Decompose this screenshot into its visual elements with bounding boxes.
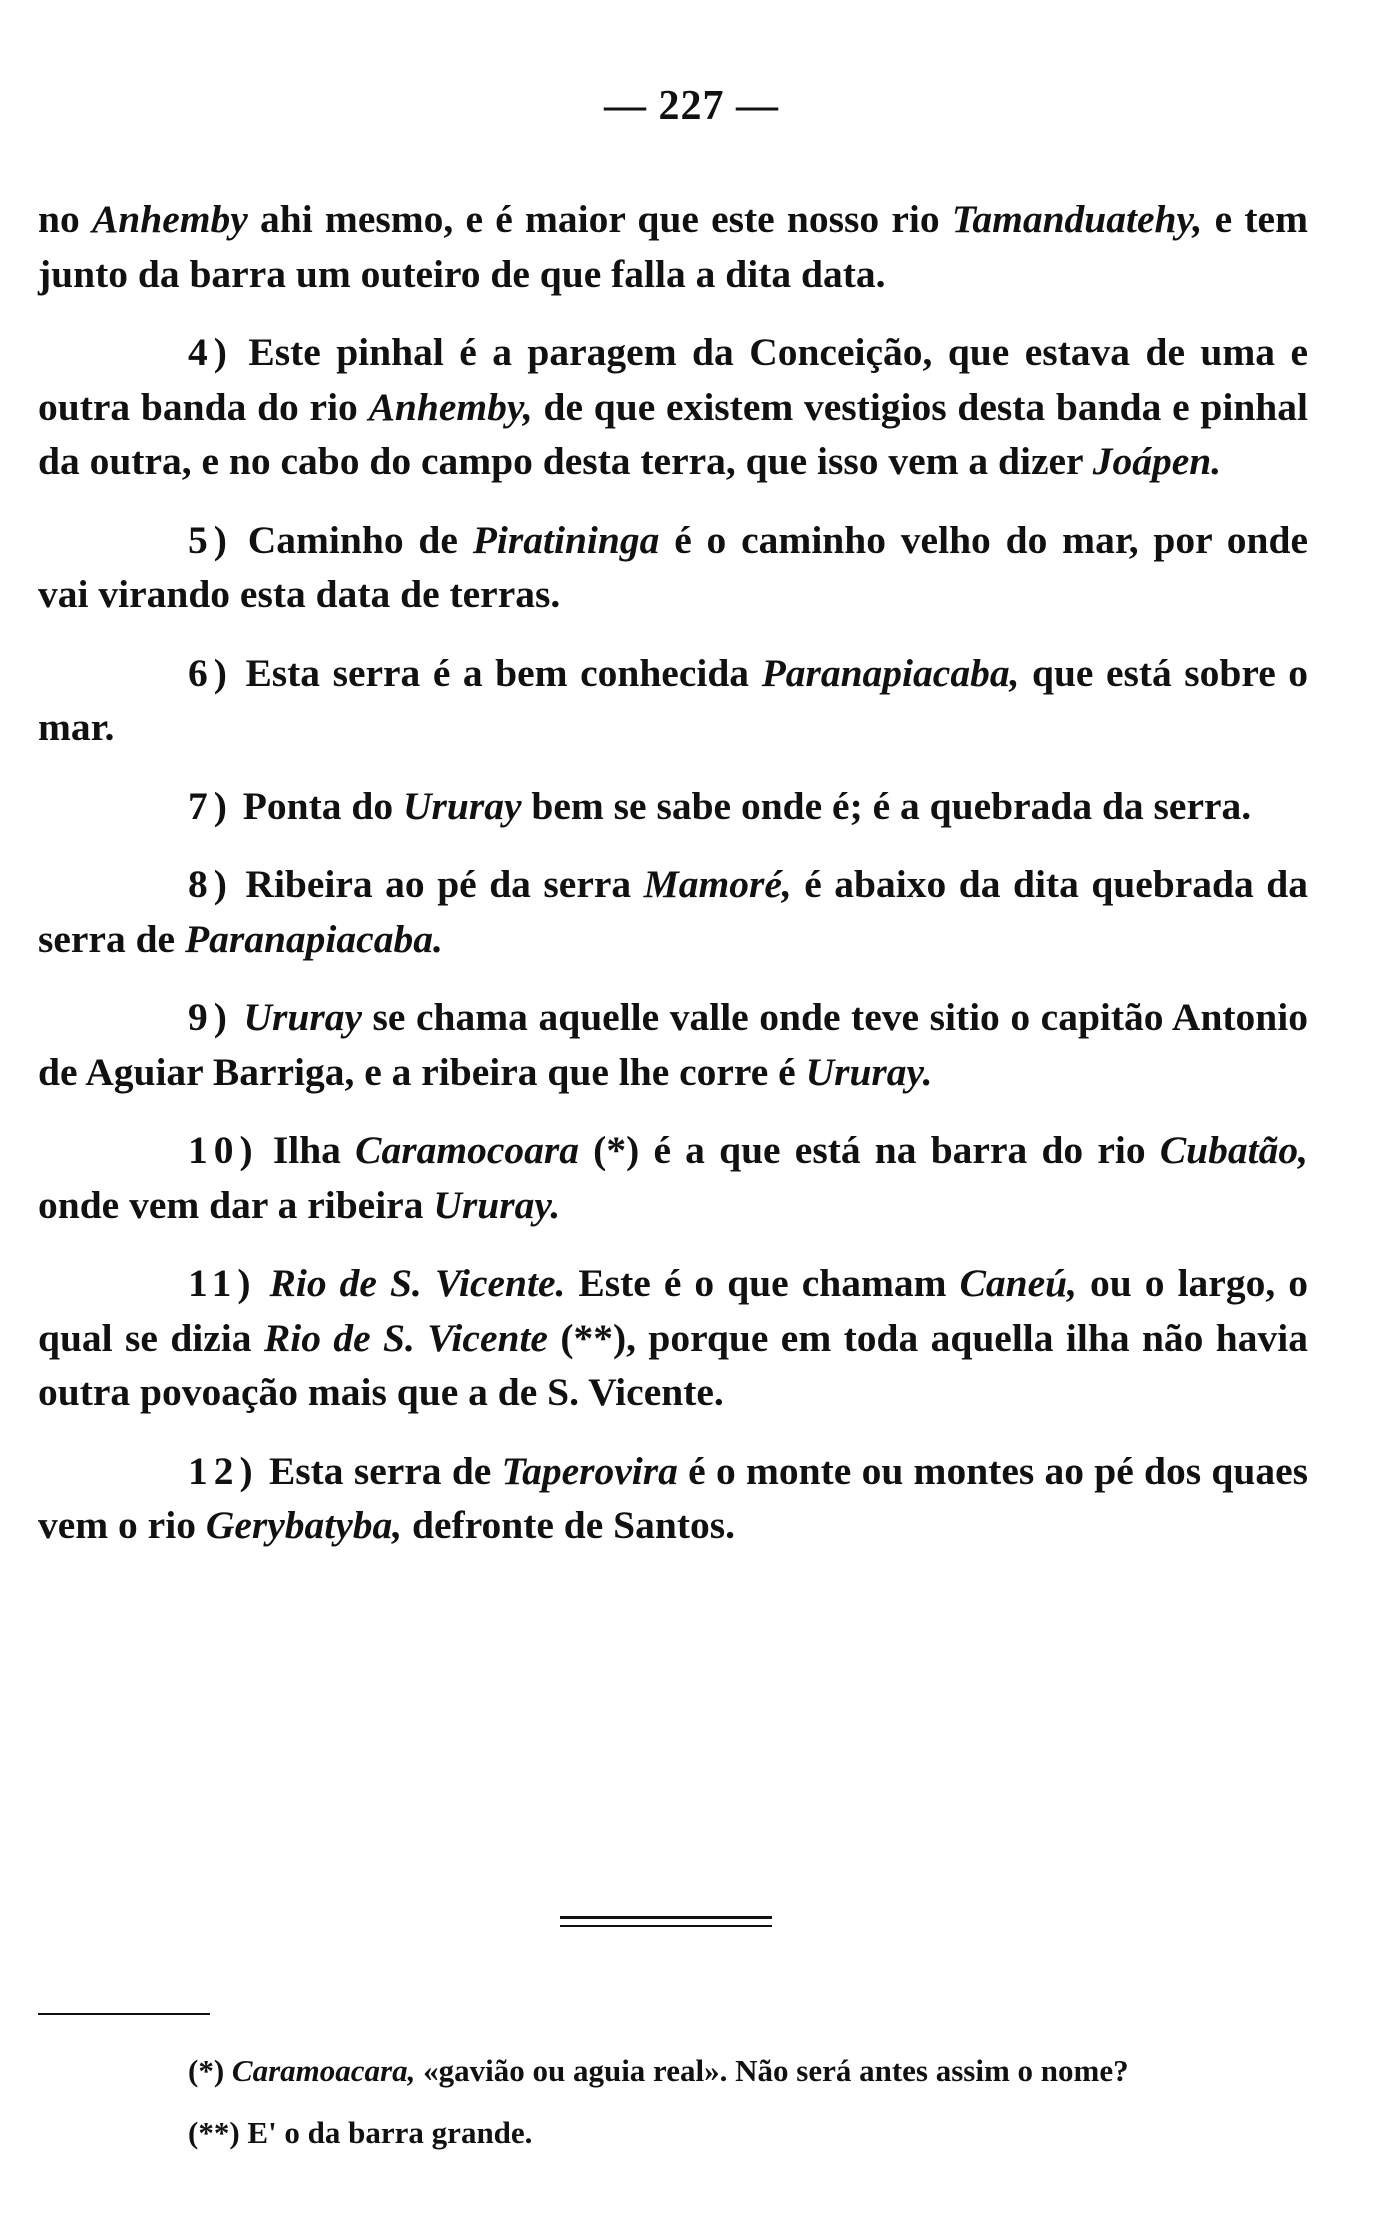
text-run: «gavião ou aguia real». Não será antes assim o nome? [415, 2053, 1129, 2088]
paragraph [38, 779, 1308, 834]
italic-text: Caramoacara, [231, 2053, 416, 2088]
text-run: Este é o que chamam [565, 1261, 960, 1305]
text-run: é o monte ou montes ao pé dos quaes vem o rio [38, 1448, 1309, 1547]
italic-text: Rio de S. Vicente [263, 1315, 548, 1360]
text-run: Este pinhal é a paragem da Conceição, que estava de uma e outra banda do rio [38, 330, 1309, 429]
text-run: no [38, 197, 92, 241]
text-run: Ribeira ao pé da serra [245, 862, 644, 906]
note-number: 12) [188, 1448, 259, 1493]
note-number: 7) [188, 783, 233, 828]
paragraph [38, 513, 1308, 622]
italic-text: Caneú, [959, 1261, 1078, 1305]
italic-text: Gerybatyba, [205, 1503, 403, 1547]
note-number: 8) [188, 862, 233, 906]
text-run: Ponta do [242, 783, 403, 828]
text-run: de que existem vestigios desta banda e pinhal da outra, e no cabo do campo desta terra, que isso vem a dizer [38, 384, 1308, 483]
text-run: é abaixo da dita quebrada da serra de [38, 862, 1308, 961]
note-number: 11) [188, 1261, 257, 1305]
text-run: bem se sabe onde é; é a quebrada da serra. [521, 783, 1252, 828]
section-separator-top [560, 1916, 772, 1919]
italic-text: Paranapiacaba. [184, 916, 443, 961]
text-run: ahi mesmo, e é maior que este nosso rio [247, 197, 952, 241]
text-run: onde vem dar a ribeira [38, 1182, 434, 1227]
italic-text: Tamanduatehy, [951, 197, 1203, 241]
italic-text: Ururay. [433, 1182, 561, 1227]
note-number: 9) [188, 995, 233, 1039]
paragraph [38, 192, 1308, 301]
italic-text: Cubatão, [1159, 1128, 1308, 1172]
footnote [38, 2048, 1308, 2094]
text-run: (*) [188, 2053, 232, 2088]
text-run: e tem junto da barra um outeiro de que falla a dita data. [38, 197, 1308, 296]
note-number: 5) [188, 517, 233, 562]
italic-text: Anhemby, [368, 384, 533, 429]
main-text [38, 192, 1308, 1577]
italic-text: Caramocoara [355, 1128, 579, 1172]
italic-text: Ururay [403, 783, 522, 828]
note-number: 4) [188, 330, 233, 374]
footnotes [38, 2048, 1308, 2172]
text-run: defronte de Santos. [402, 1503, 736, 1547]
italic-text: Anhemby [91, 197, 248, 241]
paragraph [38, 1256, 1308, 1420]
italic-text: Ururay [243, 995, 362, 1039]
text-run: (**) E' o da barra grande. [188, 2115, 533, 2150]
text-run: que está sobre o mar. [38, 650, 1309, 749]
text-run: se chama aquelle valle onde teve sitio o capitão Antonio de Aguiar Barriga, e a ribeira que lhe corre é [38, 995, 1309, 1094]
note-number: 10) [188, 1128, 259, 1172]
text-run: (*) é a que está na barra do rio [578, 1128, 1160, 1172]
paragraph [38, 325, 1308, 489]
italic-text: Joápen. [1092, 439, 1222, 483]
footnote [38, 2110, 1308, 2156]
paragraph [38, 990, 1308, 1099]
paragraph [38, 646, 1308, 755]
italic-text: Ururay. [805, 1049, 933, 1094]
paragraph [38, 1444, 1308, 1553]
paragraph [38, 857, 1308, 966]
paragraph [38, 1123, 1308, 1232]
italic-text: Taperovira [501, 1448, 678, 1493]
section-separator-bottom [560, 1925, 772, 1927]
text-run: é o caminho velho do mar, por onde vai virando esta data de terras. [38, 517, 1309, 616]
text-run: Caminho de [247, 517, 473, 562]
italic-text: Paranapiacaba, [761, 650, 1020, 695]
italic-text: Piratininga [472, 517, 660, 562]
italic-text: Mamoré, [643, 862, 792, 906]
note-number: 6) [188, 650, 233, 695]
italic-text: Rio de S. Vicente. [269, 1261, 566, 1305]
text-run: Esta serra de [268, 1448, 502, 1493]
text-run: Esta serra é a bem conhecida [245, 650, 762, 695]
footnote-rule [38, 2013, 210, 2015]
text-run: Ilha [272, 1128, 356, 1172]
text-run: (**), porque em toda aquella ilha não havia outra povoação mais que a de S. Vicente. [38, 1315, 1309, 1414]
page-number: — 227 — [604, 83, 779, 129]
text-run: ou o largo, o qual se dizia [38, 1261, 1309, 1360]
